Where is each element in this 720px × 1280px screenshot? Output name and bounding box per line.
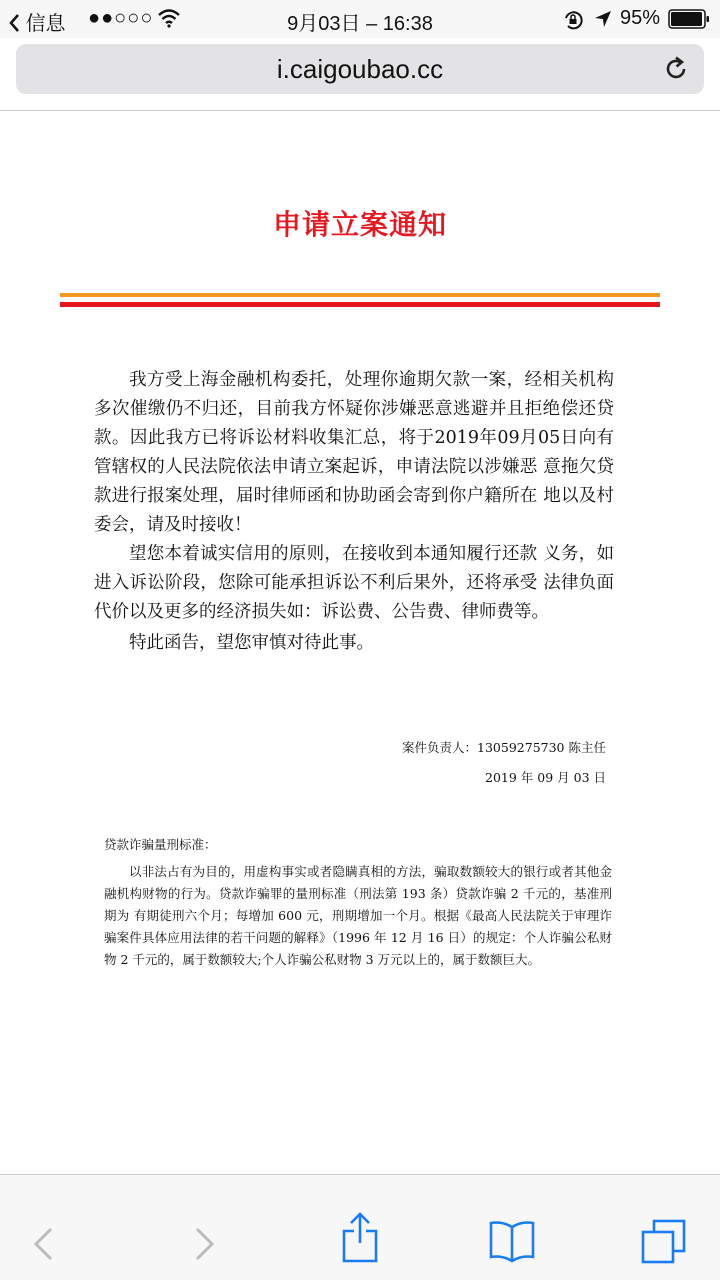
notice-date: 2019 年 09 月 03 日 xyxy=(485,770,606,785)
status-datetime: 9月03日 – 16:38 xyxy=(287,13,433,35)
notice-body xyxy=(94,366,614,658)
bookmarks-icon[interactable] xyxy=(488,1219,536,1263)
case-contact: 案件负责人：13059275730 陈主任 xyxy=(402,740,606,755)
back-to-app-link[interactable] xyxy=(8,7,66,36)
signal-strength: ●●○○○ xyxy=(88,7,154,29)
reload-icon[interactable] xyxy=(662,55,690,83)
wifi-icon xyxy=(157,8,181,28)
forward-icon[interactable] xyxy=(194,1227,216,1261)
share-icon[interactable] xyxy=(340,1211,380,1263)
closing-line: 特此函告，望您审慎对待此事。 xyxy=(129,633,374,653)
body-paragraph-1: 我方受上海金融机构委托，处理你逾期欠款一案，经相关机构多次催缴仍不归还，目前我方怀疑你涉嫌恶意逃避并且拒绝偿还贷款。因此我方已将诉讼材料收集汇总，将于2019年09月05日向有管辖权的人民法院依法申请立案起诉，申请法院以涉嫌恶 意拖欠贷款进行报案处理，届时律师函和协助函会寄到你户籍所在 地以及村委会，请及时接收！ xyxy=(94,370,614,535)
header-band-red xyxy=(60,302,660,307)
back-app-label: 信息 xyxy=(25,13,66,35)
browser-toolbar xyxy=(0,1174,720,1280)
address-bar[interactable] xyxy=(16,44,704,94)
body-paragraph-2: 望您本着诚实信用的原则，在接收到本通知履行还款 义务，如进入诉讼阶段，您除可能承担诉讼不利后果外，还将承受 法律负面代价以及更多的经济损失如：诉讼费、公告费、律师费等。 xyxy=(94,544,614,622)
tabs-icon[interactable] xyxy=(640,1219,688,1267)
back-icon[interactable] xyxy=(32,1227,54,1261)
battery-percent: 95% xyxy=(620,7,661,29)
notice-title: 申请立案通知 xyxy=(272,208,447,241)
sentencing-standard-heading: 贷款诈骗量刑标准： xyxy=(104,837,217,852)
status-bar xyxy=(0,0,720,38)
sentencing-standard-text xyxy=(104,861,612,971)
notice-document xyxy=(0,111,720,1174)
sentencing-standard-paragraph: 以非法占有为目的，用虚构事实或者隐瞒真相的方法，骗取数额较大的银行或者其他金融机构财物的行为。贷款诈骗罪的量刑标准（刑法第 193 条）贷款诈骗 2 千元的，基准刑期为 有期徒刑六个月；每增加 600 元，刑期增加一个月。根据《最高人民法院关于审理诈骗案件具体应用法律的若干问题的解释》（1996 年 12 月 16 日）的规定：个人诈骗公私财物 2 千元的，属于数额较大;个人诈骗公私财物 3 万元以上的，属于数额巨大。 xyxy=(104,864,612,967)
battery-icon xyxy=(668,9,710,35)
url-text[interactable]: i.caigoubao.cc xyxy=(276,54,444,84)
location-arrow-icon xyxy=(594,10,612,28)
back-chevron-icon xyxy=(8,13,20,33)
header-band-orange xyxy=(60,293,660,297)
orientation-lock-icon xyxy=(562,9,584,31)
